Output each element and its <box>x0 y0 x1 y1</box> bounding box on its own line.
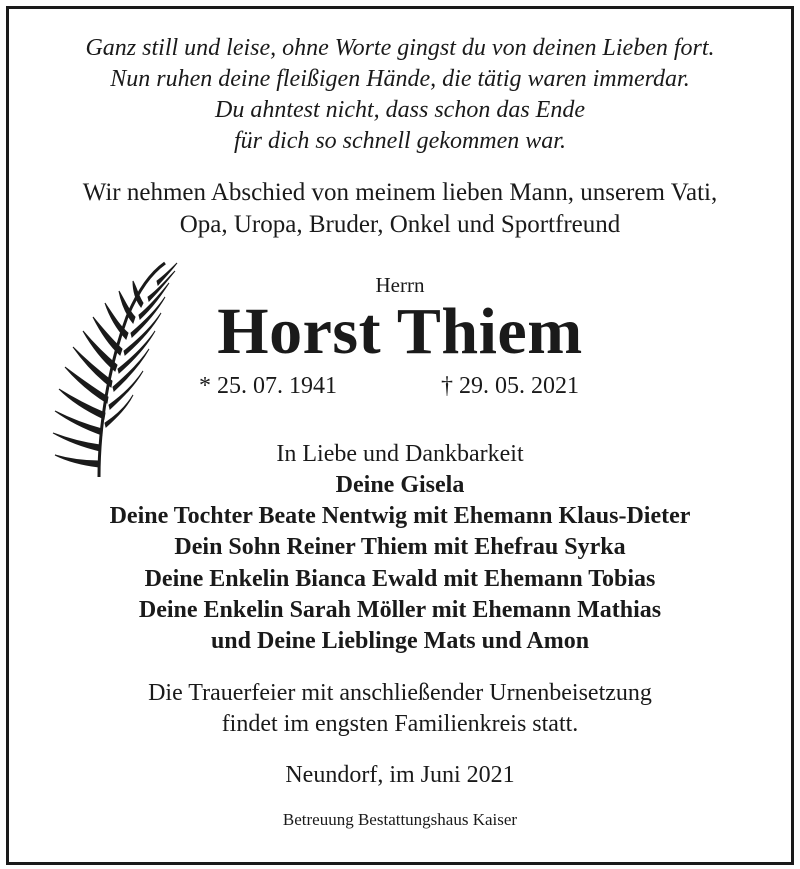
poem-line: Nun ruhen deine fleißigen Hände, die tätig waren immerdar. <box>110 66 690 92</box>
intro-line: Opa, Uropa, Bruder, Onkel und Sportfreund <box>179 211 621 238</box>
place-date: Neundorf, im Juni 2021 <box>285 762 515 788</box>
mourner-line: Deine Tochter Beate Nentwig mit Ehemann Klaus-Dieter <box>109 503 691 529</box>
mourner-line: und Deine Lieblinge Mats und Amon <box>210 628 590 654</box>
death-date: † 29. 05. 2021 <box>441 373 579 399</box>
poem-line: für dich so schnell gekommen war. <box>234 128 566 154</box>
poem-line: Ganz still und leise, ohne Worte gingst du von deinen Lieben fort. <box>85 35 715 61</box>
birth-date: * 25. 07. 1941 <box>199 373 337 399</box>
mourners-intro: In Liebe und Dankbarkeit <box>276 441 524 467</box>
mourner-line: Deine Gisela <box>335 472 465 498</box>
mourner-line: Dein Sohn Reiner Thiem mit Ehefrau Syrka <box>174 534 626 560</box>
funeral-note-line: findet im engsten Familienkreis statt. <box>221 711 579 737</box>
poem-line: Du ahntest nicht, dass schon das Ende <box>215 97 585 123</box>
obituary-notice <box>9 9 791 862</box>
salutation: Herrn <box>375 273 425 297</box>
funeral-note-line: Die Trauerfeier mit anschließender Urnenbeisetzung <box>148 680 652 706</box>
mourner-line: Deine Enkelin Bianca Ewald mit Ehemann Tobias <box>144 566 656 592</box>
undertaker: Betreuung Bestattungshaus Kaiser <box>282 810 518 829</box>
mourner-line: Deine Enkelin Sarah Möller mit Ehemann Mathias <box>138 597 662 623</box>
deceased-name: Horst Thiem <box>217 295 583 368</box>
intro-line: Wir nehmen Abschied von meinem lieben Mann, unserem Vati, <box>82 179 718 206</box>
